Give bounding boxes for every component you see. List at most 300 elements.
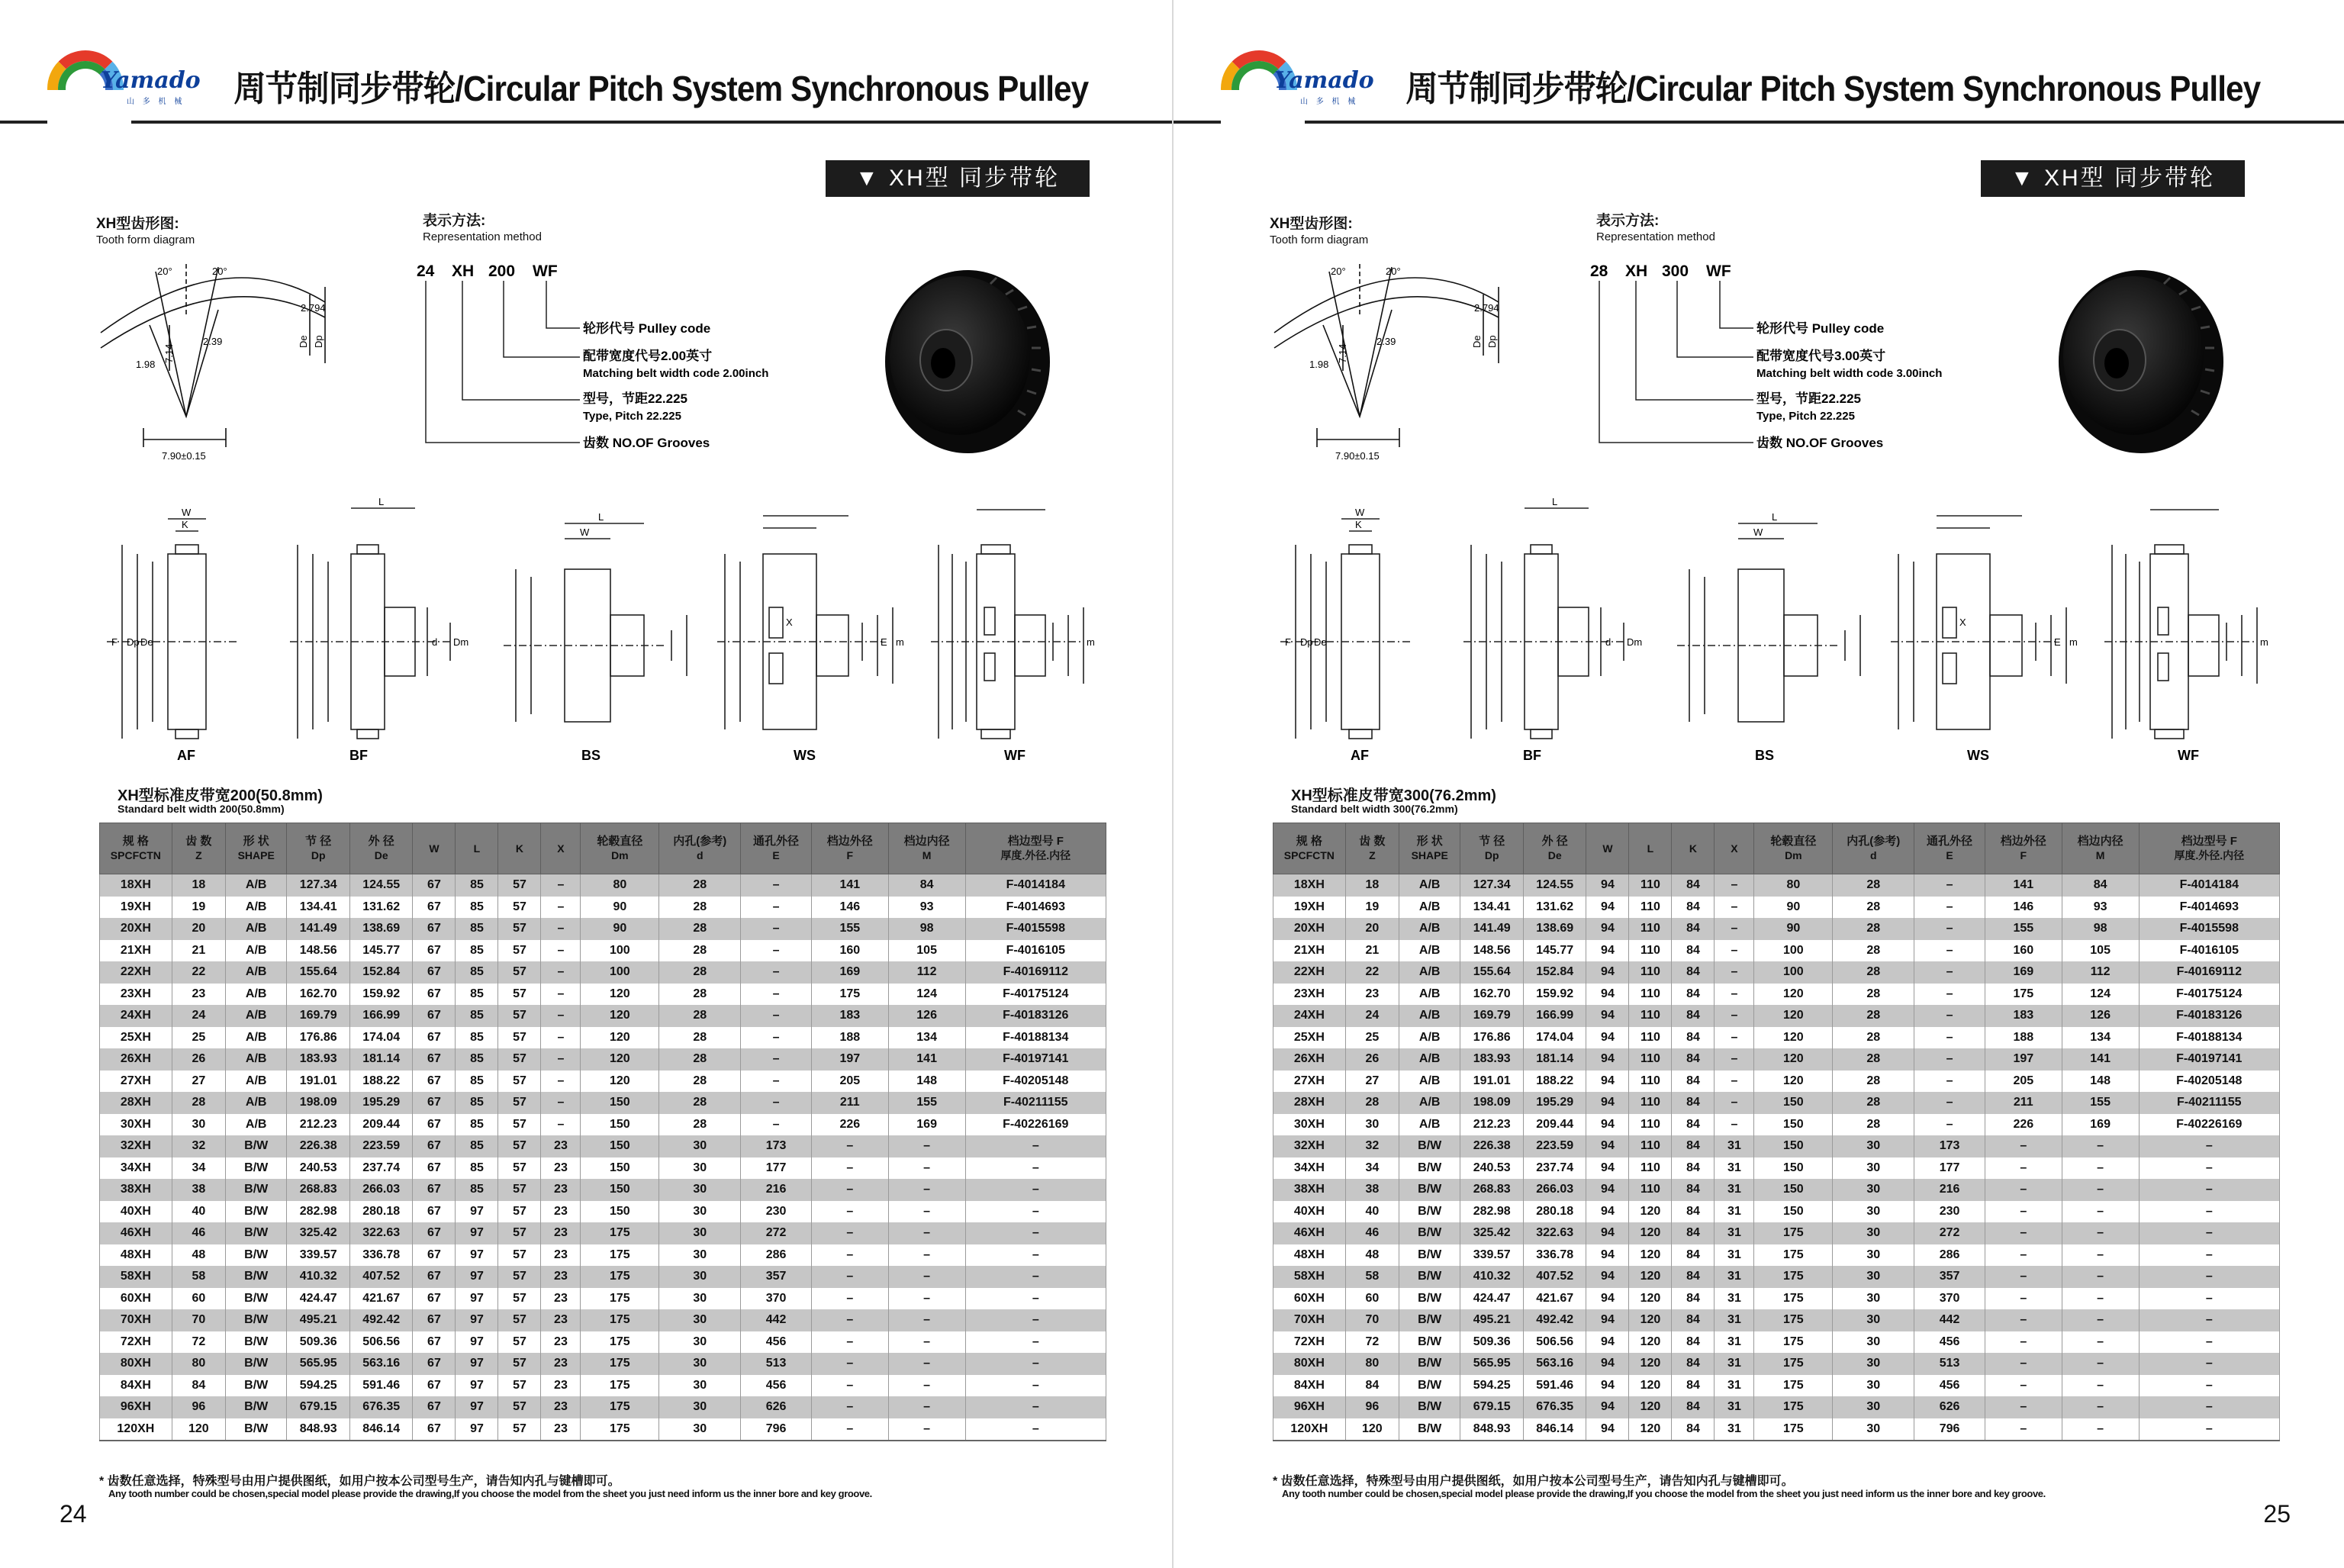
table-cell: 160 [811,940,888,962]
table-cell: 173 [1914,1135,1985,1157]
tooth-form-title: XH型齿形图: [96,216,179,232]
table-cell: 513 [741,1353,812,1375]
table-cell: 336.78 [349,1244,413,1267]
table-row [100,961,1106,984]
table-cell: 22 [1345,961,1399,984]
table-cell: 67 [413,1309,456,1331]
table-cell: 72XH [1273,1331,1346,1354]
table-cell: 84XH [1273,1375,1346,1397]
table-cell: 513 [1914,1353,1985,1375]
spec-table [1273,823,2280,1441]
code-shape: WF [1706,262,1731,280]
table-cell: 28 [1833,897,1914,919]
table-cell: 23 [541,1201,581,1223]
table-cell: 150 [581,1179,659,1201]
table-cell: – [1985,1288,2062,1310]
table-cell: – [541,984,581,1006]
table-row [1273,1375,2280,1397]
table-row [100,940,1106,962]
table-cell: 94 [1586,1418,1629,1441]
table-cell: 134 [888,1027,965,1049]
table-cell: 110 [1629,1048,1672,1071]
table-row [1273,1071,2280,1093]
tooth-form-subtitle: Tooth form diagram [96,233,195,246]
table-cell: 25XH [1273,1027,1346,1049]
table-cell: 90 [581,918,659,940]
af-label-dp: Dp [1300,636,1313,648]
table-cell: 94 [1586,961,1629,984]
table-cell: B/W [1399,1222,1460,1244]
table-cell: B/W [1399,1353,1460,1375]
table-cell: F-4014184 [2139,874,2279,897]
table-cell: F-4014693 [965,897,1106,919]
table-cell: 110 [1629,1135,1672,1157]
table-row [1273,874,2280,897]
table-cell: 594.25 [1460,1375,1524,1397]
tooth-form-diagram [96,211,348,462]
table-cell: 100 [1754,961,1833,984]
table-cell: 31 [1715,1244,1754,1267]
table-cell: 30 [1833,1201,1914,1223]
table-cell: 30 [1345,1114,1399,1136]
table-cell: 563.16 [1523,1353,1586,1375]
table-cell: 28 [659,1092,741,1114]
table-cell: 30 [1833,1353,1914,1375]
table-cell: 120 [1629,1396,1672,1418]
table-cell: 31 [1715,1266,1754,1288]
table-cell: 175 [581,1353,659,1375]
table-cell: 456 [741,1375,812,1397]
table-cell: 94 [1586,1396,1629,1418]
table-cell: 85 [456,874,498,897]
table-cell: F-4015598 [965,918,1106,940]
table-cell: 175 [1754,1353,1833,1375]
table-cell: 442 [1914,1309,1985,1331]
table-cell: – [965,1222,1106,1244]
table-cell: – [2062,1266,2139,1288]
tooth-dim-714: 7.14 [163,343,175,363]
table-cell: 67 [413,1418,456,1441]
tooth-form-diagram [1270,211,1521,462]
table-cell: – [2062,1288,2139,1310]
table-cell: – [965,1157,1106,1180]
table-cell: 57 [498,1092,541,1114]
column-header [498,823,541,874]
tooth-form-title: XH型齿形图: [1270,216,1353,232]
table-cell: 120 [1629,1288,1672,1310]
table-row [100,1288,1106,1310]
table-cell: 175 [1754,1244,1833,1267]
table-cell: 169 [2062,1114,2139,1136]
page-title: 周节制同步带轮/Circular Pitch System Synchronous Pulley [233,69,1088,108]
table-cell: 70 [1345,1309,1399,1331]
column-header-en: M [2095,849,2105,861]
table-cell: B/W [225,1418,286,1441]
rep-belt-width-en: Matching belt width code 3.00inch [1756,367,1943,380]
table-cell: 60XH [100,1288,172,1310]
table-cell: 97 [456,1266,498,1288]
column-header [1586,823,1629,874]
column-header-en: Z [195,849,202,861]
table-cell: A/B [225,984,286,1006]
af-label-w: W [182,507,192,518]
table-cell: 188.22 [1523,1071,1586,1093]
table-cell: 23 [541,1135,581,1157]
table-cell: 155 [2062,1092,2139,1114]
table-cell: 30XH [100,1114,172,1136]
table-cell: 20XH [1273,918,1346,940]
table-row [100,918,1106,940]
table-cell: 67 [413,918,456,940]
bf-label-d: d [1605,636,1612,648]
table-cell: 676.35 [1523,1396,1586,1418]
column-header-en: W [429,842,440,855]
table-cell: 70XH [100,1309,172,1331]
table-cell: A/B [1399,1071,1460,1093]
table-row [1273,1331,2280,1354]
table-cell: 150 [581,1157,659,1180]
table-cell: A/B [1399,1048,1460,1071]
table-cell: 175 [581,1222,659,1244]
table-cell: 272 [741,1222,812,1244]
table-cell: 424.47 [1460,1288,1524,1310]
table-cell: 93 [2062,897,2139,919]
column-header-cn: 外 径 [368,835,394,848]
table-cell: 28 [1833,874,1914,897]
table-cell: 205 [1985,1071,2062,1093]
table-cell: 424.47 [287,1288,350,1310]
shape-af-label: AF [1351,748,1369,763]
table-cell: 80 [581,874,659,897]
shape-wf-label: WF [2178,748,2199,763]
table-cell: – [1985,1266,2062,1288]
table-cell: 67 [413,984,456,1006]
bs-label-l: L [598,511,604,523]
column-header [287,823,350,874]
table-cell: 120 [1629,1244,1672,1267]
table-cell: – [2062,1157,2139,1180]
column-header [1399,823,1460,874]
column-header [1345,823,1399,874]
table-cell: 26XH [100,1048,172,1071]
column-header-en: Dp [311,849,326,861]
table-cell: 84 [1672,918,1715,940]
table-cell: 141 [811,874,888,897]
table-cell: B/W [225,1266,286,1288]
table-cell: 148 [888,1071,965,1093]
table-cell: 155 [888,1092,965,1114]
table-cell: – [1985,1396,2062,1418]
table-cell: 32XH [100,1135,172,1157]
bf-label-l: L [378,496,385,507]
table-cell: 85 [456,1092,498,1114]
table-cell: – [811,1244,888,1267]
table-cell: 67 [413,1331,456,1354]
table-cell: F-40205148 [2139,1071,2279,1093]
table-cell: 58XH [1273,1266,1346,1288]
table-cell: 30 [659,1135,741,1157]
tooth-dim-239: 2.39 [203,336,223,347]
table-cell: 28 [1833,1071,1914,1093]
table-cell: – [888,1201,965,1223]
column-header-en: F [846,849,854,861]
table-cell: 67 [413,1179,456,1201]
table-cell: 175 [1754,1288,1833,1310]
table-cell: 70 [172,1309,225,1331]
shape-ws-label: WS [1967,748,1989,763]
table-cell: 370 [1914,1288,1985,1310]
table-cell: 110 [1629,1157,1672,1180]
table-cell: 174.04 [349,1027,413,1049]
table-cell: 32 [1345,1135,1399,1157]
table-cell: 22XH [100,961,172,984]
table-cell: 57 [498,1418,541,1441]
table-cell: 181.14 [1523,1048,1586,1071]
table-cell: 25 [172,1027,225,1049]
table-cell: 23 [541,1309,581,1331]
table-cell: 30 [1833,1396,1914,1418]
table-cell: B/W [1399,1309,1460,1331]
table-cell: 141 [1985,874,2062,897]
table-cell: 90 [1754,897,1833,919]
table-cell: 145.77 [1523,940,1586,962]
section-badge: ▼ XH型 同步带轮 [1981,160,2245,197]
table-cell: 175 [581,1375,659,1397]
ws-label-e: E [881,636,887,648]
table-cell: 18XH [100,874,172,897]
section-badge: ▼ XH型 同步带轮 [826,160,1090,197]
table-cell: F-40197141 [2139,1048,2279,1071]
table-cell: 24XH [100,1005,172,1027]
rep-type-en: Type, Pitch 22.225 [583,410,681,423]
table-cell: 57 [498,1179,541,1201]
table-cell: 48 [1345,1244,1399,1267]
table-cell: 94 [1586,1114,1629,1136]
column-header-cn: 齿 数 [185,835,212,848]
table-cell: 145.77 [349,940,413,962]
table-cell: 23 [541,1331,581,1354]
table-cell: 97 [456,1244,498,1267]
table-row [100,1048,1106,1071]
table-cell: 141.49 [287,918,350,940]
table-cell: 110 [1629,984,1672,1006]
catalog-page-right [1172,0,2344,1568]
bf-label-d: d [432,636,438,648]
table-cell: 28 [659,1048,741,1071]
column-header [413,823,456,874]
table-row [100,1005,1106,1027]
table-cell: 120 [1629,1331,1672,1354]
table-cell: 23XH [1273,984,1346,1006]
table-title: XH型标准皮带宽200(50.8mm) [118,787,323,804]
table-cell: 169 [811,961,888,984]
rep-pulley-code: 轮形代号 Pulley code [583,321,711,336]
table-cell: 226 [811,1114,888,1136]
tooth-dim-790: 7.90±0.15 [1335,450,1380,462]
table-cell: B/W [1399,1244,1460,1267]
table-cell: 34XH [1273,1157,1346,1180]
tooth-dim-790: 7.90±0.15 [162,450,206,462]
table-cell: 32 [172,1135,225,1157]
table-cell: 60 [1345,1288,1399,1310]
table-cell: – [2062,1375,2139,1397]
table-cell: 120 [1754,1027,1833,1049]
table-cell: A/B [1399,984,1460,1006]
table-cell: 27XH [100,1071,172,1093]
tooth-label-de: De [298,335,309,348]
tooth-label-dp: Dp [1486,335,1498,348]
table-cell: 173 [741,1135,812,1157]
table-cell: 27 [172,1071,225,1093]
table-cell: 57 [498,961,541,984]
table-cell: 594.25 [287,1375,350,1397]
table-cell: 169 [1985,961,2062,984]
column-header-cn: 轮毂直径 [1770,835,1817,848]
wf-label-m: m [1087,636,1095,648]
table-cell: 120 [581,984,659,1006]
table-cell: 24 [1345,1005,1399,1027]
table-cell: 20XH [100,918,172,940]
table-cell: B/W [225,1353,286,1375]
column-header-cn: 规 格 [1296,835,1322,848]
column-header-cn: 通孔外径 [1927,835,1973,848]
table-cell: 84 [172,1375,225,1397]
table-cell: 30 [1833,1309,1914,1331]
table-cell: 110 [1629,1092,1672,1114]
table-cell: 100 [581,961,659,984]
table-cell: – [1914,1114,1985,1136]
table-cell: 846.14 [349,1418,413,1441]
table-cell: 120 [1629,1375,1672,1397]
table-cell: 110 [1629,1071,1672,1093]
table-row [1273,1135,2280,1157]
table-cell: – [741,1005,812,1027]
logo-subtext: 山 多 机 械 [127,98,185,106]
table-cell: 28 [1833,1005,1914,1027]
table-cell: 34 [1345,1157,1399,1180]
table-cell: 46 [1345,1222,1399,1244]
table-cell: F-40169112 [2139,961,2279,984]
af-label-de: De [140,636,153,648]
tooth-form-subtitle: Tooth form diagram [1270,233,1369,246]
ws-label-x: X [786,617,793,628]
table-cell: 591.46 [1523,1375,1586,1397]
af-label-w: W [1355,507,1365,518]
table-cell: 97 [456,1309,498,1331]
rep-pulley-code: 轮形代号 Pulley code [1756,321,1885,336]
table-cell: – [811,1418,888,1441]
table-cell: – [965,1179,1106,1201]
ws-label-m: m [896,636,904,648]
footnote-en: Any tooth number could be chosen,special model please provide the drawing,If you choose the model from the sheet you just need inform us the inner bore and key groove. [108,1488,872,1499]
table-cell: – [2062,1179,2139,1201]
table-cell: B/W [1399,1135,1460,1157]
table-cell: – [965,1331,1106,1354]
af-label-f: F [111,636,118,648]
shape-bf-label: BF [1523,748,1541,763]
table-cell: 30 [659,1201,741,1223]
table-cell: 40 [172,1201,225,1223]
tooth-dim-239: 2.39 [1376,336,1396,347]
table-cell: 67 [413,1244,456,1267]
column-header [1672,823,1715,874]
table-cell: 150 [1754,1114,1833,1136]
table-cell: 456 [1914,1375,1985,1397]
rep-belt-width-en: Matching belt width code 2.00inch [583,367,769,380]
table-cell: 30 [1833,1375,1914,1397]
table-cell: 85 [456,897,498,919]
rep-grooves: 齿数 NO.OF Grooves [583,436,710,450]
table-cell: 325.42 [1460,1222,1524,1244]
table-cell: 67 [413,1114,456,1136]
table-cell: 30 [1833,1288,1914,1310]
table-cell: 442 [741,1309,812,1331]
table-cell: 57 [498,1331,541,1354]
table-cell: – [1715,1027,1754,1049]
table-cell: 191.01 [1460,1071,1524,1093]
table-cell: 266.03 [349,1179,413,1201]
table-cell: – [2062,1418,2139,1441]
table-cell: – [741,874,812,897]
table-cell: 410.32 [1460,1266,1524,1288]
table-cell: 40 [1345,1201,1399,1223]
table-cell: – [888,1331,965,1354]
table-cell: 84 [1672,1353,1715,1375]
table-cell: 175 [581,1396,659,1418]
table-cell: 155.64 [1460,961,1524,984]
yamado-logo [1221,44,1373,105]
table-cell: 20 [1345,918,1399,940]
table-cell: B/W [225,1309,286,1331]
table-cell: 322.63 [349,1222,413,1244]
table-cell: 155.64 [287,961,350,984]
table-cell: 176.86 [287,1027,350,1049]
table-cell: 124 [2062,984,2139,1006]
column-header [1914,823,1985,874]
table-row [1273,1179,2280,1201]
af-label-k: K [1355,519,1362,530]
table-row [100,1396,1106,1418]
table-cell: 100 [581,940,659,962]
table-cell: 19XH [1273,897,1346,919]
table-cell: – [1985,1375,2062,1397]
table-cell: 26 [1345,1048,1399,1071]
table-cell: 155 [811,918,888,940]
column-header [1273,823,1346,874]
column-header-en: Dm [611,849,629,861]
table-cell: 90 [1754,918,1833,940]
table-row [1273,1396,2280,1418]
table-cell: – [2139,1157,2279,1180]
table-cell: 28 [659,918,741,940]
table-cell: 24XH [1273,1005,1346,1027]
table-cell: 57 [498,1222,541,1244]
column-header-cn: 档边内径 [2077,835,2123,848]
table-cell: 195.29 [349,1092,413,1114]
table-cell: 23 [541,1418,581,1441]
table-cell: – [965,1266,1106,1288]
table-cell: – [2062,1135,2139,1157]
table-cell: 509.36 [287,1331,350,1354]
table-cell: 30 [659,1244,741,1267]
table-cell: 84 [1672,1244,1715,1267]
table-cell: – [1715,984,1754,1006]
table-cell: 31 [1715,1135,1754,1157]
table-cell: 96 [1345,1396,1399,1418]
table-cell: 506.56 [1523,1331,1586,1354]
logo-name: Yamado [101,67,201,94]
table-cell: 96XH [1273,1396,1346,1418]
